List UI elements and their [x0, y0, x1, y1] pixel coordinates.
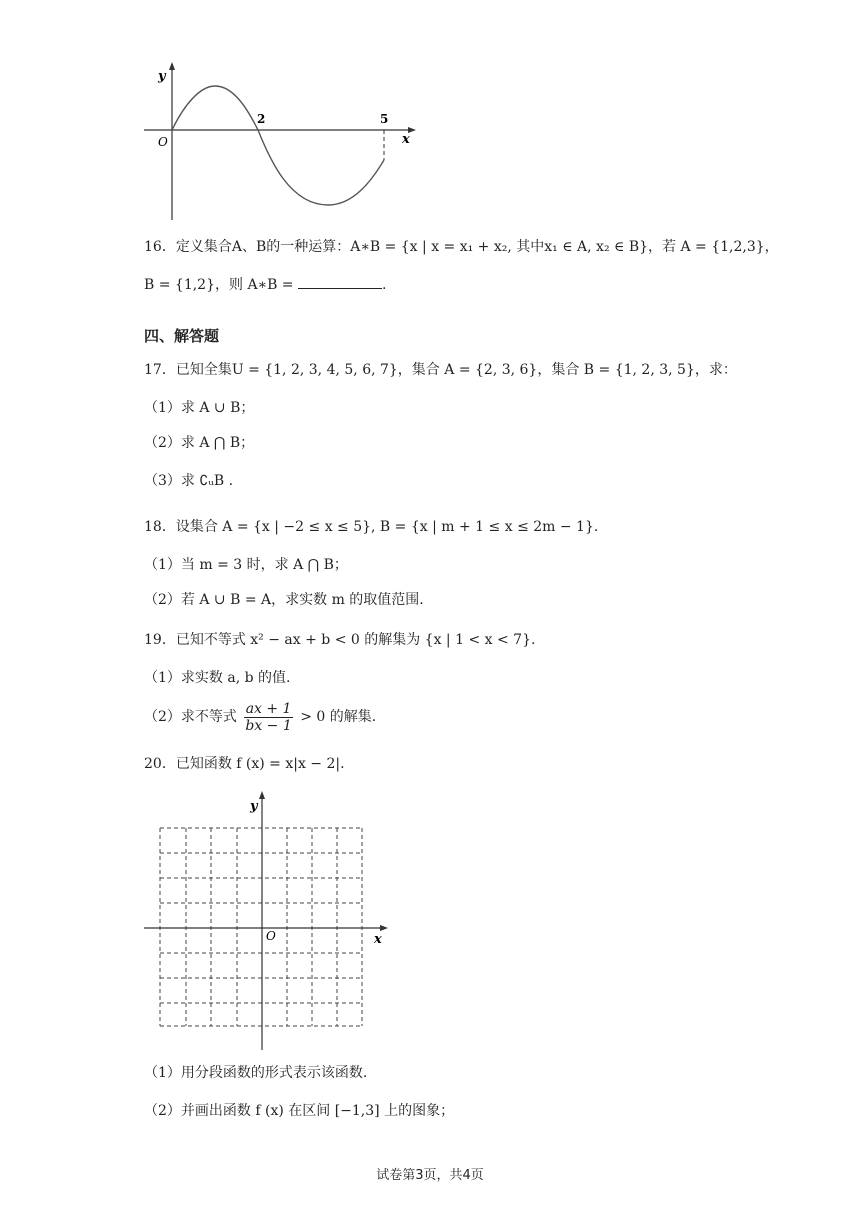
q17-part3: （3）求 ∁ᵤB .: [144, 473, 234, 489]
q16-line2: [144, 274, 386, 296]
q17-part1: （1）求 A ∪ B；: [144, 400, 255, 416]
graph1-tick-2: 2: [257, 112, 266, 126]
q17-stem: 17．已知全集U = {1, 2, 3, 4, 5, 6, 7}，集合 A = {2, 3, 6}，集合 B = {1, 2, 3, 5}，求：: [144, 362, 737, 378]
q18-part2: （2）若 A ∪ B = A，求实数 m 的取值范围.: [144, 592, 424, 608]
q18-stem: 18．设集合 A = {x | −2 ≤ x ≤ 5}, B = {x | m + 1 ≤ x ≤ 2m − 1}.: [144, 519, 599, 535]
q16-line1: [144, 236, 779, 258]
fraction-numerator: ax + 1: [245, 700, 292, 717]
q19-part1: （1）求实数 a, b 的值.: [144, 670, 291, 686]
q16-period: .: [382, 277, 387, 293]
q16-text-2: B = {1,2}，则 A∗B =: [144, 277, 294, 293]
q20-stem: 20．已知函数 f (x) = x|x − 2|.: [144, 756, 345, 772]
q18-part1: （1）当 m = 3 时，求 A ⋂ B；: [144, 557, 348, 573]
graph1-origin: O: [158, 135, 168, 149]
graph1-tick-5: 5: [380, 112, 389, 126]
graph2-y-label: y: [250, 799, 258, 814]
sine-graph: [140, 60, 430, 225]
graph2-x-label: x: [374, 932, 382, 947]
q20-part2: （2）并画出函数 f (x) 在区间 [−1,3] 上的图象；: [144, 1103, 455, 1119]
q17-part2: （2）求 A ⋂ B；: [144, 435, 255, 451]
grid-graph: [140, 788, 400, 1058]
q19-part2-text: （2）求不等式: [144, 709, 237, 725]
q16-text: 定义集合A、B的一种运算：A∗B = {x | x = x₁ + x₂, 其中x₁ ∈ A, x₂ ∈ B}，若 A = {1,2,3}，: [175, 239, 779, 255]
fraction-denominator: bx − 1: [245, 717, 292, 734]
q19-stem: 19．已知不等式 x² − ax + b < 0 的解集为 {x | 1 < x < 7}.: [144, 632, 536, 648]
graph1-x-label: x: [402, 132, 410, 147]
q19-part2: [144, 700, 376, 734]
section-heading: 四、解答题: [144, 327, 220, 345]
graph2-origin: O: [266, 929, 276, 943]
q19-part2-tail: > 0 的解集.: [300, 709, 377, 725]
graph1-y-label: y: [158, 69, 166, 84]
page-footer: 试卷第3页，共4页: [376, 1168, 484, 1183]
fraction: [243, 701, 293, 734]
q20-part1: （1）用分段函数的形式表示该函数.: [144, 1065, 368, 1081]
q16-number: 16．: [144, 239, 176, 255]
answer-blank[interactable]: [298, 274, 382, 289]
